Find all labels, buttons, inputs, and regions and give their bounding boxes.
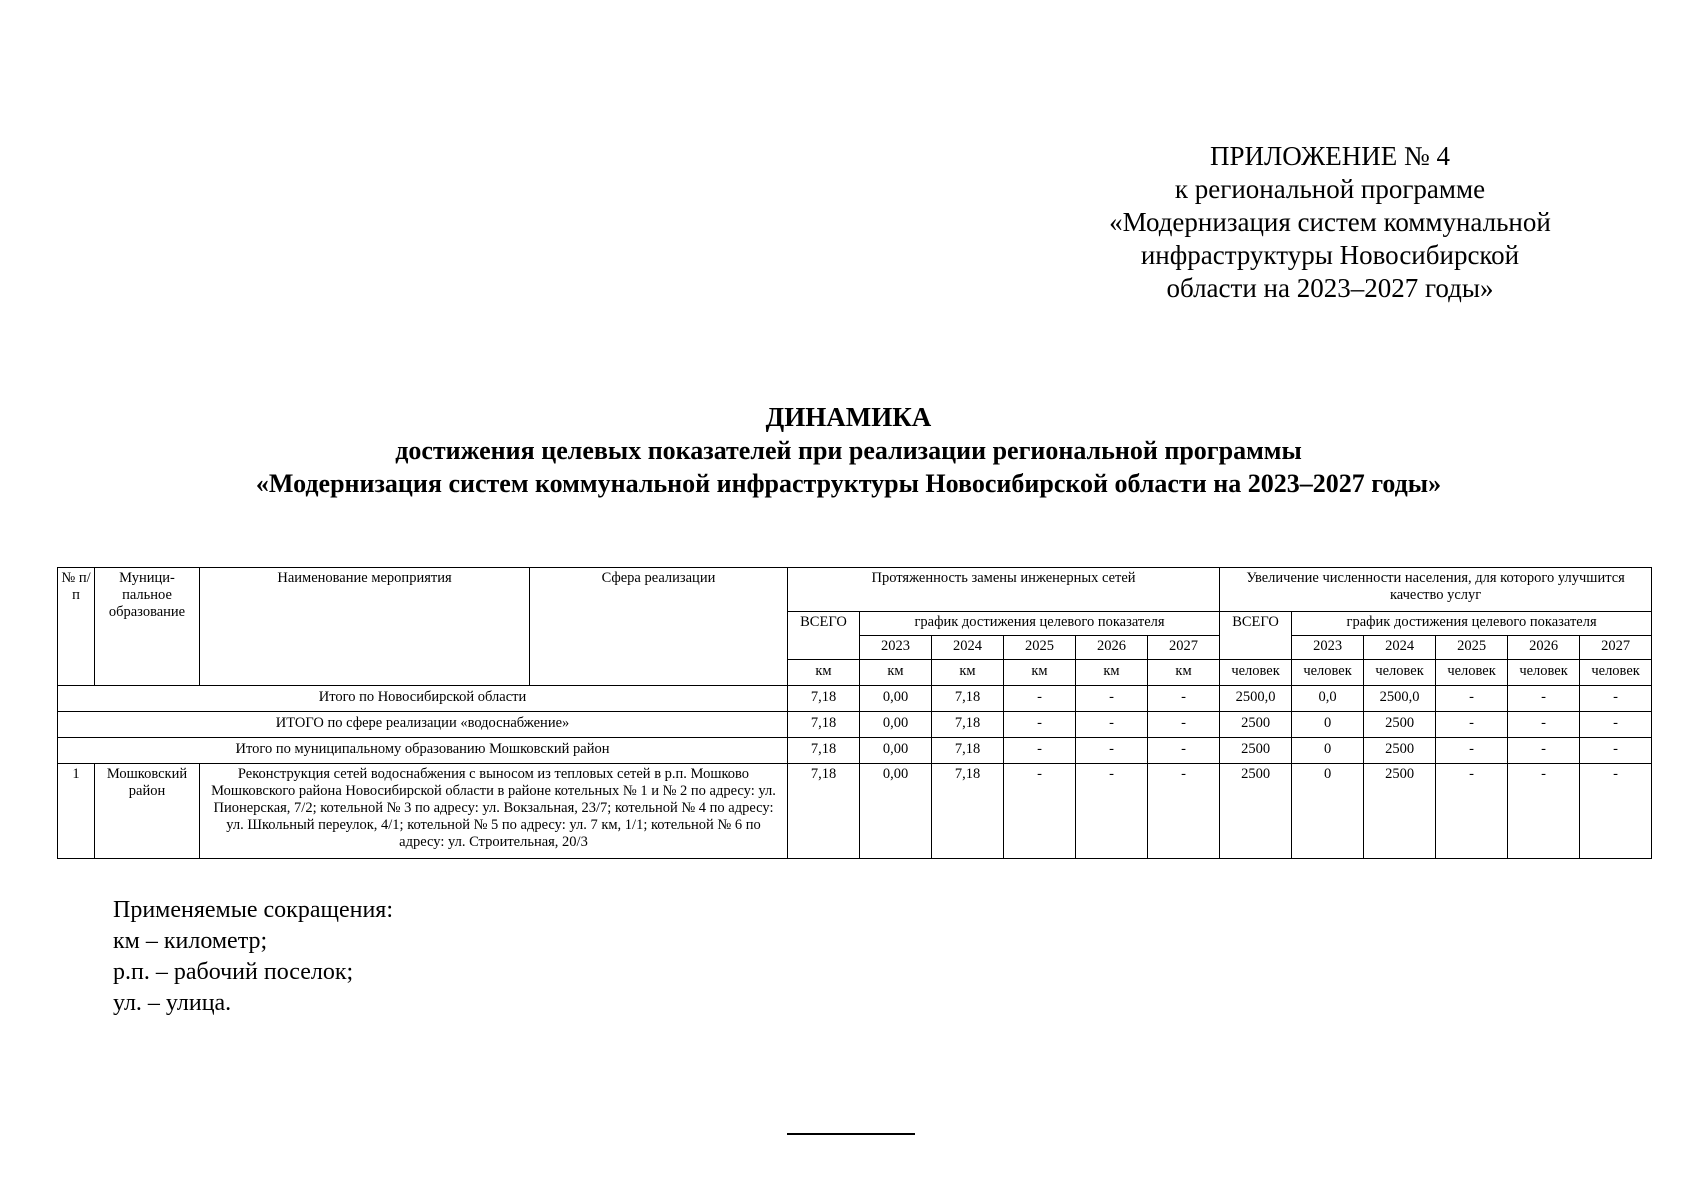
abbreviation-item: км – километр;	[113, 928, 268, 954]
unit-km: км	[860, 660, 932, 686]
header-people-total: ВСЕГО	[1220, 612, 1292, 660]
table-row-detail	[58, 764, 1652, 859]
title-main: ДИНАМИКА	[765, 402, 932, 432]
km-year-cell: -	[1004, 712, 1076, 738]
km-year-cell: 7,18	[932, 738, 1004, 764]
people-year-cell: -	[1508, 764, 1580, 859]
people-total-cell: 2500,0	[1220, 686, 1292, 712]
header-km-schedule: график достижения целевого показателя	[860, 612, 1220, 636]
km-year-cell: 7,18	[932, 686, 1004, 712]
appendix-header	[1060, 140, 1600, 305]
header-people-year: 2024	[1364, 636, 1436, 660]
km-year-cell: 0,00	[860, 686, 932, 712]
header-km-total: ВСЕГО	[788, 612, 860, 660]
km-year-cell: -	[1076, 738, 1148, 764]
header-people-schedule: график достижения целевого показателя	[1292, 612, 1652, 636]
header-municipality: Муници-пальное образование	[95, 568, 200, 686]
unit-people: человек	[1220, 660, 1292, 686]
people-year-cell: 2500	[1364, 712, 1436, 738]
end-divider	[787, 1133, 915, 1135]
people-year-cell: 0,0	[1292, 686, 1364, 712]
unit-people: человек	[1364, 660, 1436, 686]
people-year-cell: -	[1580, 764, 1652, 859]
km-year-cell: -	[1076, 764, 1148, 859]
header-people-year: 2025	[1436, 636, 1508, 660]
document-title	[0, 400, 1697, 500]
header-people-year: 2027	[1580, 636, 1652, 660]
title-line-1: достижения целевых показателей при реализации региональной программы	[395, 436, 1302, 465]
unit-people: человек	[1508, 660, 1580, 686]
km-year-cell: -	[1076, 686, 1148, 712]
unit-people: человек	[1292, 660, 1364, 686]
people-year-cell: -	[1436, 712, 1508, 738]
people-year-cell: -	[1580, 712, 1652, 738]
people-year-cell: -	[1436, 764, 1508, 859]
km-total-cell: 7,18	[788, 738, 860, 764]
unit-km: км	[1076, 660, 1148, 686]
abbreviation-item: р.п. – рабочий поселок;	[113, 959, 354, 985]
people-year-cell: 2500,0	[1364, 686, 1436, 712]
appendix-line: ПРИЛОЖЕНИЕ № 4	[1209, 141, 1451, 171]
header-km-year: 2025	[1004, 636, 1076, 660]
detail-num: 1	[58, 764, 95, 859]
row-label: Итого по Новосибирской области	[58, 686, 788, 712]
row-label: Итого по муниципальному образованию Мошковский район	[58, 738, 788, 764]
people-year-cell: 0	[1292, 738, 1364, 764]
km-year-cell: 7,18	[932, 712, 1004, 738]
header-sphere: Сфера реализации	[530, 568, 788, 686]
km-year-cell: -	[1148, 738, 1220, 764]
unit-km: км	[932, 660, 1004, 686]
people-year-cell: 2500	[1364, 738, 1436, 764]
appendix-line: инфраструктуры Новосибирской	[1140, 240, 1520, 270]
unit-km: км	[1148, 660, 1220, 686]
header-km-year: 2027	[1148, 636, 1220, 660]
header-km-year: 2026	[1076, 636, 1148, 660]
km-total-cell: 7,18	[788, 764, 860, 859]
km-year-cell: 0,00	[860, 764, 932, 859]
detail-event: Реконструкция сетей водоснабжения с выносом из тепловых сетей в р.п. Мошково Мошковского района Новосибирской области в районе котельных № 1 и № 2 по адресу: ул. Пионерская, 7/2; котельной № 3 по адресу: ул. Вокзальная, 23/7; котельной № 4 по адресу: ул. Школьный переулок, 4/1; котельной № 5 по адресу: ул. 7 км, 1/1; котельной № 6 по адресу: ул. Строительная, 20/3	[200, 764, 788, 859]
table-row-total-sphere	[58, 712, 1652, 738]
header-event-name: Наименование мероприятия	[200, 568, 530, 686]
people-year-cell: -	[1508, 712, 1580, 738]
appendix-line: «Модернизация систем коммунальной	[1109, 207, 1551, 237]
people-year-cell: -	[1436, 686, 1508, 712]
people-total-cell: 2500	[1220, 764, 1292, 859]
km-year-cell: -	[1004, 738, 1076, 764]
people-total-cell: 2500	[1220, 738, 1292, 764]
header-km-year: 2024	[932, 636, 1004, 660]
detail-municipality: Мошковский район	[95, 764, 200, 859]
km-total-cell: 7,18	[788, 686, 860, 712]
header-population-group: Увеличение численности населения, для которого улучшится качество услуг	[1220, 568, 1652, 612]
header-num: № п/п	[58, 568, 95, 686]
people-year-cell: -	[1580, 738, 1652, 764]
abbreviation-item: ул. – улица.	[113, 990, 232, 1016]
people-year-cell: 0	[1292, 764, 1364, 859]
km-year-cell: -	[1004, 686, 1076, 712]
people-total-cell: 2500	[1220, 712, 1292, 738]
abbreviations-heading: Применяемые сокращения:	[113, 897, 394, 923]
row-label: ИТОГО по сфере реализации «водоснабжение»	[58, 712, 788, 738]
indicators-table	[57, 567, 1652, 859]
header-people-year: 2026	[1508, 636, 1580, 660]
abbreviations	[113, 895, 393, 1019]
km-year-cell: -	[1076, 712, 1148, 738]
km-year-cell: 0,00	[860, 738, 932, 764]
header-km-year: 2023	[860, 636, 932, 660]
appendix-line: к региональной программе	[1174, 174, 1486, 204]
km-year-cell: 0,00	[860, 712, 932, 738]
km-year-cell: -	[1148, 712, 1220, 738]
appendix-line: области на 2023–2027 годы»	[1166, 273, 1494, 303]
unit-km: км	[1004, 660, 1076, 686]
unit-people: человек	[1436, 660, 1508, 686]
people-year-cell: -	[1580, 686, 1652, 712]
km-year-cell: 7,18	[932, 764, 1004, 859]
people-year-cell: -	[1436, 738, 1508, 764]
people-year-cell: -	[1508, 738, 1580, 764]
header-people-year: 2023	[1292, 636, 1364, 660]
unit-km: км	[788, 660, 860, 686]
people-year-cell: 2500	[1364, 764, 1436, 859]
km-total-cell: 7,18	[788, 712, 860, 738]
table-row-total-region	[58, 686, 1652, 712]
people-year-cell: -	[1508, 686, 1580, 712]
km-year-cell: -	[1148, 686, 1220, 712]
header-length-group: Протяженность замены инженерных сетей	[788, 568, 1220, 612]
km-year-cell: -	[1004, 764, 1076, 859]
title-line-2: «Модернизация систем коммунальной инфраструктуры Новосибирской области на 2023–2027 годы»	[255, 469, 1442, 498]
km-year-cell: -	[1148, 764, 1220, 859]
table-row-total-municipality	[58, 738, 1652, 764]
people-year-cell: 0	[1292, 712, 1364, 738]
unit-people: человек	[1580, 660, 1652, 686]
